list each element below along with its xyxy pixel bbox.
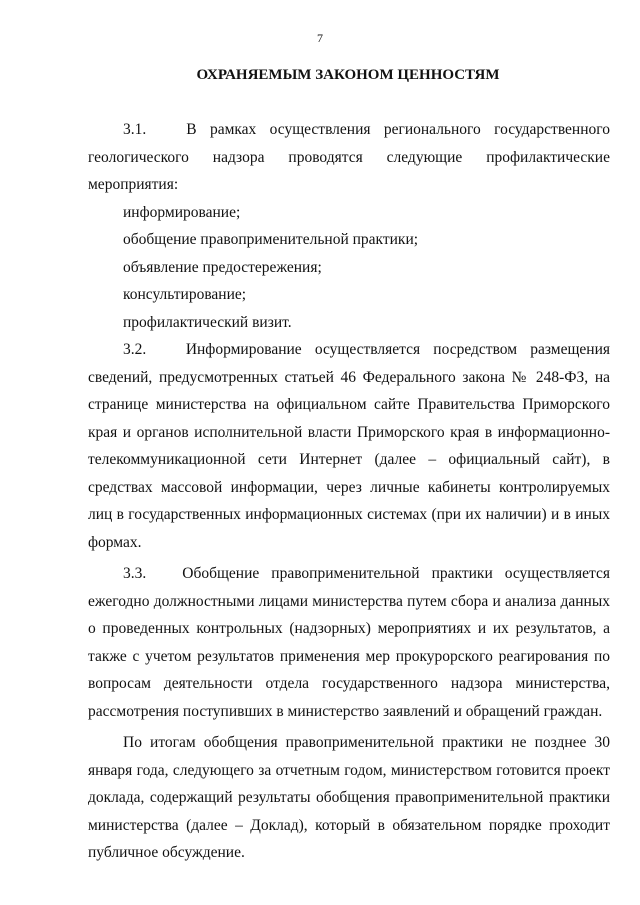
page-number: 7 <box>317 31 323 45</box>
list-item-consulting: консультирование; <box>123 286 247 303</box>
list-item-preventive-visit: профилактический визит. <box>123 313 292 331</box>
section-heading: ОХРАНЯЕМЫМ ЗАКОНОМ ЦЕННОСТЯМ <box>196 67 500 83</box>
paragraph-3-3-followup: По итогам обобщения правоприменительной практики не позднее 30 января года, следующего за отчетным годом, министерством готовится проект доклада, содержащий результаты обобщения правоприменительной практики министерства (далее – Доклад), который в обязательном порядке проходит публичное обсуждение. <box>88 734 610 861</box>
paragraph-3-2: 3.2. Информирование осуществляется посредством размещения сведений, предусмотренных статьей 46 Федерального закона № 248-ФЗ, на странице министерства на официальном сайте Правительства Приморского края и органов исполнительной власти Приморского края в информационно-телекоммуникационной сети Интернет (далее – официальный сайт), в средствах массовой информации, через личные кабинеты контролируемых лиц в государственных информационных системах (при их наличии) и в иных формах. <box>88 341 610 551</box>
paragraph-3-3: 3.3. Обобщение правоприменительной практики осуществляется ежегодно должностными лицами министерства путем сбора и анализа данных о проведенных контрольных (надзорных) мероприятиях и их результатов, а также с учетом результатов применения мер прокурорского реагирования по вопросам деятельности отдела государственного надзора министерства, рассмотрения поступивших в министерство заявлений и обращений граждан. <box>88 565 610 720</box>
document-body <box>88 116 610 867</box>
list-item-generalization: обобщение правоприменительной практики; <box>123 231 419 248</box>
paragraph-3-1: 3.1. В рамках осуществления регионального государственного геологического надзора проводятся следующие профилактические мероприятия: <box>88 121 610 193</box>
list-item-informing: информирование; <box>123 203 241 221</box>
list-item-warning: объявление предостережения; <box>123 258 322 276</box>
